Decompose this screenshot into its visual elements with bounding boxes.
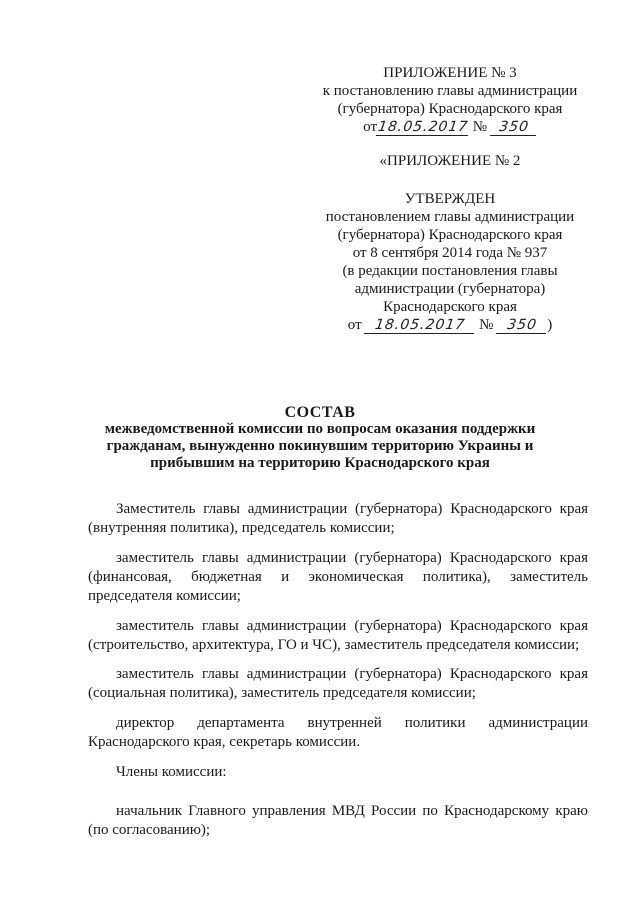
paragraph-7 xyxy=(88,802,588,840)
title-main: СОСТАВ xyxy=(284,404,356,421)
approval-line-6: Краснодарского края xyxy=(383,299,517,315)
approval-from-label: от xyxy=(347,317,362,333)
paragraph-3 xyxy=(88,617,588,655)
appendix-title: ПРИЛОЖЕНИЕ № 3 xyxy=(383,65,517,81)
members-heading: Члены комиссии: xyxy=(116,764,227,780)
appendix-header xyxy=(300,64,600,136)
approved-label: УТВЕРЖДЕН xyxy=(404,191,496,207)
approval-line-1: постановлением главы администрации xyxy=(325,209,575,225)
paragraph-5 xyxy=(88,714,588,752)
inner-appendix-header xyxy=(300,152,600,170)
paragraph-4 xyxy=(88,665,588,703)
handwritten-number: 350 xyxy=(490,120,538,136)
title-line-1: межведомственной комиссии по вопросам оказания поддержки xyxy=(104,421,536,437)
approval-line-4: (в редакции постановления главы xyxy=(342,263,558,279)
paragraph-text: заместитель главы администрации (губернатора) Краснодарского края (финансовая, бюджетная и экономическая политика), заместитель председателя комиссии; xyxy=(88,550,588,604)
approval-number-label: № xyxy=(479,317,494,333)
approval-line-3: от 8 сентября 2014 года № 937 xyxy=(352,245,548,261)
paragraph-text: начальник Главного управления МВД России по Краснодарскому краю (по согласованию); xyxy=(88,803,588,838)
paragraph-text: заместитель главы администрации (губернатора) Краснодарского края (социальная политика), заместитель председателя комиссии; xyxy=(88,666,588,701)
closing-paren: ) xyxy=(547,317,553,333)
to-decree-line: к постановлению главы администрации xyxy=(322,83,578,99)
approval-handwritten-date: 18.05.2017 xyxy=(364,318,476,334)
document-title xyxy=(60,404,580,472)
approval-date-row xyxy=(300,316,600,334)
from-label: от xyxy=(363,119,378,135)
governor-line: (губернатора) Краснодарского края xyxy=(337,101,563,117)
paragraph-1 xyxy=(88,500,588,538)
approval-handwritten-number: 350 xyxy=(496,318,548,334)
paragraph-6 xyxy=(88,763,588,782)
approval-line-2: (губернатора) Краснодарского края xyxy=(337,227,563,243)
paragraph-text: директор департамента внутренней политики администрации Краснодарского края, секретарь комиссии. xyxy=(88,715,588,750)
approval-line-5: администрации (губернатора) xyxy=(354,281,546,297)
paragraph-text: заместитель главы администрации (губернатора) Краснодарского края (строительство, архитектура, ГО и ЧС), заместитель председателя комиссии; xyxy=(88,618,588,653)
decree-date-row xyxy=(300,118,600,136)
inner-appendix-title: «ПРИЛОЖЕНИЕ № 2 xyxy=(379,153,521,169)
title-line-3: прибывшим на территорию Краснодарского края xyxy=(150,455,490,471)
approval-block xyxy=(300,190,600,334)
paragraph-text: Заместитель главы администрации (губернатора) Краснодарского края (внутренняя политика), председатель комиссии; xyxy=(88,501,588,536)
title-line-2: гражданам, вынужденно покинувшим территорию Украины и xyxy=(106,438,534,454)
paragraph-2 xyxy=(88,549,588,606)
handwritten-date: 18.05.2017 xyxy=(376,119,470,135)
number-label: № xyxy=(472,119,488,135)
